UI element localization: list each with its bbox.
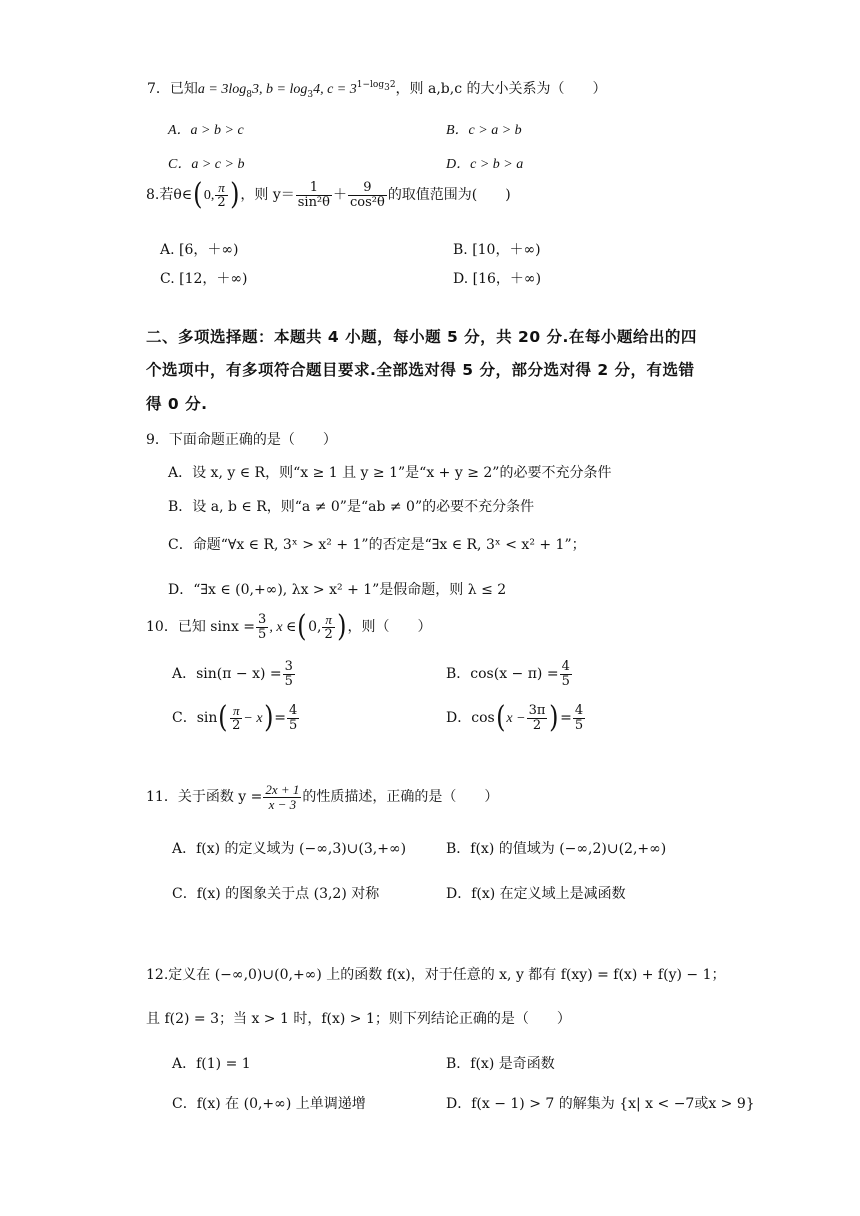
q11-option-a: A．f(x) 的定义域为 (−∞,3)∪(3,+∞) (172, 841, 407, 857)
q8-tail: 的取值范围为( ) (387, 187, 511, 203)
q10-c-expr: C．sin (172, 710, 218, 726)
q8-option-b: B. [10，＋∞) (453, 242, 541, 258)
q8-mid: ，则 y＝ (240, 187, 295, 203)
q10-frac-den: 5 (258, 626, 267, 642)
q10-pi: π (322, 613, 334, 628)
q12-option-b: B．f(x) 是奇函数 (446, 1056, 555, 1072)
q8-paren-left: ( (193, 177, 203, 212)
q11-option-d: D．f(x) 在定义域上是减函数 (446, 886, 626, 902)
q7-exp: 1−log (356, 80, 385, 91)
q10-a-num: 3 (284, 659, 293, 674)
q10-c-two: 2 (232, 717, 241, 733)
q7-option-b: B．c > a > b (446, 123, 522, 138)
q8-frac1 (296, 181, 332, 209)
q10-b-den: 5 (561, 673, 570, 689)
q10-d-pi: 3π (528, 702, 546, 718)
q10-d-expr: D．cos (446, 710, 495, 726)
q10-d-x: x − (506, 711, 526, 726)
q10-c-pi-half (230, 704, 242, 732)
q10-c-paren-left: ( (218, 700, 228, 735)
q10-stem (146, 609, 432, 644)
q10-two: 2 (324, 626, 333, 642)
q10-d-frac (573, 704, 585, 732)
q10-d-paren-right: ) (549, 700, 559, 735)
q7-option-c: C．a > c > b (168, 157, 245, 172)
q8-plus: ＋ (332, 187, 347, 203)
q10-b-num: 4 (561, 659, 570, 674)
q11-frac (263, 783, 301, 811)
q11-stem (146, 783, 498, 811)
q8-option-c: C. [12，＋∞) (160, 271, 248, 287)
q10-c-mid: − x (243, 711, 263, 726)
q10-a-den: 5 (284, 673, 293, 689)
q7-base-b: 3 (307, 89, 314, 100)
q9-option-b: B．设 a, b ∈ R，则“a ≠ 0”是“ab ≠ 0”的必要不充分条件 (168, 499, 535, 515)
q12-stem-line1: 12.定义在 (−∞,0)∪(0,+∞) 上的函数 f(x)，对于任意的 x, y 都有 f(xy) = f(x) + f(y) − 1； (146, 967, 726, 983)
q8-stem (146, 177, 511, 212)
q7-base-a: 8 (246, 89, 252, 100)
q12-option-a: A．f(1) = 1 (172, 1056, 251, 1072)
q10-mid: , x ∈ (269, 620, 297, 635)
q10-d-num: 4 (574, 702, 584, 718)
q7-expr-a: a = 3log (197, 82, 247, 97)
q7-exp-tail: 2 (389, 80, 396, 91)
q10-c-frac (287, 704, 299, 732)
q10-option-b (446, 660, 573, 688)
q10-d-two: 2 (532, 717, 542, 733)
q10-d-den: 5 (574, 717, 584, 733)
section-2-heading-line2: 个选项中，有多项符合题目要求.全部选对得 5 分，部分选对得 2 分，有选错 (146, 361, 695, 379)
q7-option-d: D．c > b > a (446, 157, 524, 172)
q7-number: 7．已知 (147, 81, 198, 97)
q8-frac2 (348, 181, 387, 209)
section-2-heading-line1: 二、多项选择题：本题共 4 小题，每小题 5 分，共 20 分.在每小题给出的四 (146, 328, 697, 346)
q12-option-c: C．f(x) 在 (0,+∞) 上单调递增 (172, 1096, 366, 1112)
q12-option-d: D．f(x − 1) > 7 的解集为 {x| x < −7或x > 9} (446, 1096, 755, 1112)
q9-option-c: C．命题“∀x ∈ R, 3ˣ > x² + 1”的否定是“∃x ∈ R, 3ˣ < x² + 1”； (168, 537, 586, 553)
q9-stem: 9．下面命题正确的是（ ） (146, 432, 337, 448)
q11-tail: 的性质描述，正确的是（ ） (302, 789, 499, 806)
q8-option-d: D. [16，＋∞) (453, 271, 542, 287)
q10-b-expr: B．cos(x − π) = (446, 666, 559, 683)
q10-d-eq: = (560, 710, 572, 726)
q7-stem (147, 78, 607, 100)
q10-c-pi: π (230, 704, 242, 719)
q10-frac (256, 613, 268, 641)
q8-frac1-den: sin²θ (297, 194, 330, 210)
q11-frac-den: x − 3 (268, 796, 297, 812)
q11-head: 11．关于函数 y = (146, 789, 263, 806)
q10-paren-right: ) (336, 609, 347, 644)
q10-option-d (446, 700, 586, 735)
q11-frac-num: 2x + 1 (265, 782, 300, 797)
q10-c-den: 5 (289, 717, 298, 733)
q8-interval: 0, (203, 188, 215, 203)
q9-option-d: D．“∃x ∈ (0,+∞), λx > x² + 1”是假命题，则 λ ≤ 2 (168, 582, 507, 598)
q7-exp-base: 3 (384, 83, 390, 94)
q10-a-expr: A．sin(π − x) = (172, 666, 282, 683)
q10-head: 10．已知 sinx = (146, 619, 256, 635)
q10-c-eq: = (274, 710, 287, 726)
q12-stem-line2: 且 f(2) = 3；当 x > 1 时，f(x) > 1；则下列结论正确的是（ ） (146, 1011, 571, 1027)
q8-pi: π (215, 181, 227, 196)
q10-d-paren-left: ( (495, 700, 506, 735)
q10-paren-left: ( (297, 609, 307, 644)
q8-option-a: A. [6，＋∞) (160, 242, 239, 258)
q8-frac1-num: 1 (296, 181, 332, 196)
q8-pi-half (215, 181, 227, 209)
q10-option-c (172, 700, 300, 735)
q10-interval: 0, (308, 619, 322, 635)
q8-paren-right: ) (229, 177, 240, 212)
q8-frac2-den: cos²θ (349, 194, 385, 210)
q10-tail: ，则（ ） (347, 619, 432, 635)
q10-b-frac (560, 660, 572, 688)
q10-frac-num: 3 (258, 611, 267, 627)
q10-c-paren-right: ) (263, 700, 274, 735)
q7-tail: ，则 a,b,c 的大小关系为（ ） (395, 81, 607, 97)
q9-option-a: A．设 x, y ∈ R，则“x ≥ 1 且 y ≥ 1”是“x + y ≥ 2”的必要不充分条件 (168, 465, 612, 481)
q7-expr-b: 3, b = log (252, 82, 308, 97)
q11-option-c: C．f(x) 的图象关于点 (3,2) 对称 (172, 886, 380, 902)
q10-pi-half (322, 613, 334, 641)
q11-option-b: B．f(x) 的值域为 (−∞,2)∪(2,+∞) (446, 841, 667, 857)
q10-d-pi-frac (527, 704, 548, 732)
q7-option-a: A．a > b > c (168, 123, 244, 138)
q10-c-num: 4 (289, 702, 298, 718)
q10-option-a (172, 660, 296, 688)
q8-head: 8.若θ∈ (146, 187, 193, 203)
q8-frac2-num: 9 (348, 181, 387, 196)
q7-expr-c: 4, c = 3 (313, 82, 357, 97)
q8-two: 2 (217, 194, 226, 210)
section-2-heading-line3: 得 0 分. (146, 395, 208, 413)
q10-a-frac (283, 660, 295, 688)
